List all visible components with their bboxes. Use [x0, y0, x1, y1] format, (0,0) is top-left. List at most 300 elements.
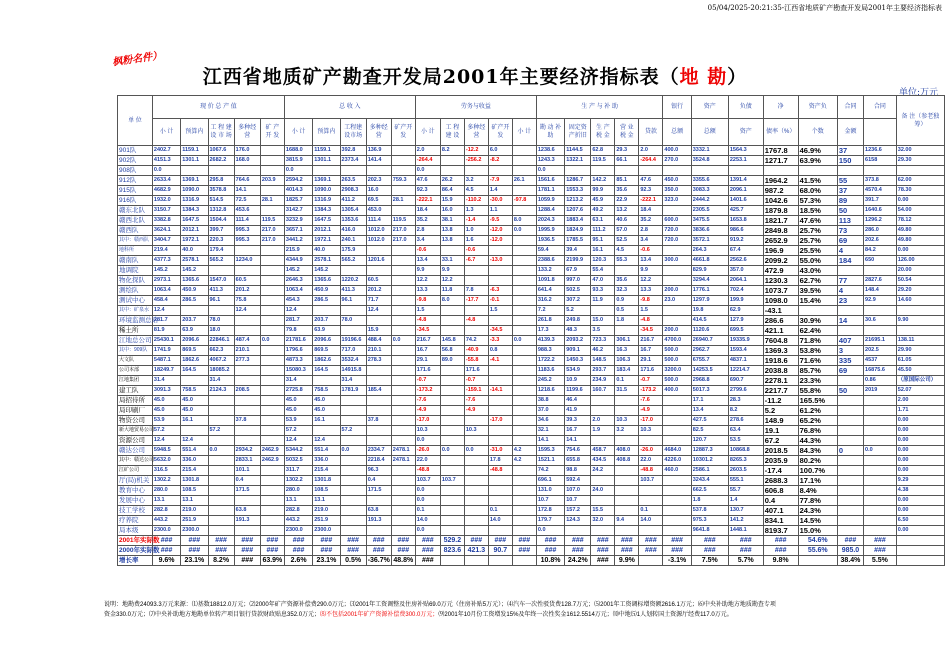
- row-label: 其中：909队: [118, 346, 153, 356]
- cell: 13.8: [440, 226, 464, 236]
- cell: 3332.1: [691, 146, 728, 156]
- cell: [366, 496, 391, 506]
- table-row: [118, 436, 945, 446]
- cell: 32.00: [896, 146, 944, 156]
- cell: -7.6: [415, 396, 440, 406]
- cell: 307.2: [565, 296, 591, 306]
- cell: [837, 396, 863, 406]
- cell: [837, 516, 863, 526]
- cell: 606.8: [763, 486, 798, 496]
- cell: 41.5%: [798, 176, 837, 186]
- cell: ###: [691, 536, 728, 546]
- table-row: [118, 386, 945, 396]
- cell: 2833.1: [234, 456, 260, 466]
- cell: [591, 166, 615, 176]
- cell: 1879.8: [763, 206, 798, 216]
- cell: [512, 516, 536, 526]
- page-title: [0, 62, 950, 89]
- cell: [864, 436, 897, 446]
- cell: [260, 516, 284, 526]
- cell: 551.4: [313, 446, 340, 456]
- cell: [512, 376, 536, 386]
- cell: 164.5: [313, 366, 340, 376]
- cell: 164.5: [181, 366, 208, 376]
- cell: 93.3: [591, 286, 615, 296]
- cell: [864, 466, 897, 476]
- cell: ###: [234, 556, 260, 566]
- cell: [260, 376, 284, 386]
- cell: 0.5: [615, 306, 639, 316]
- cell: 191.3: [366, 516, 391, 526]
- header-output-value: 现 价 总 产 值: [152, 96, 284, 119]
- cell: 1288.4: [536, 206, 564, 216]
- table-row: [118, 506, 945, 516]
- cell: 1647.5: [313, 216, 340, 226]
- cell: [864, 456, 897, 466]
- cell: 425.7: [728, 206, 763, 216]
- cell: [464, 466, 488, 476]
- cell: 16.0: [440, 206, 464, 216]
- table-row: [118, 206, 945, 216]
- cell: 57.2: [340, 426, 366, 436]
- cell: -222.1: [415, 196, 440, 206]
- cell: 9.4: [615, 516, 639, 526]
- cell: 1183.6: [536, 366, 564, 376]
- cell: 2633.4: [152, 176, 180, 186]
- cell: 0.0: [536, 526, 564, 536]
- cell: 14.60: [896, 296, 944, 306]
- subheader-0: 小 计: [152, 119, 180, 146]
- cell: 1305.4: [340, 206, 366, 216]
- cell: [340, 496, 366, 506]
- cell: [391, 326, 415, 336]
- cell: 458.4: [152, 296, 180, 306]
- cell: [440, 506, 464, 516]
- cell: [663, 436, 691, 446]
- cell: 421.3: [464, 546, 488, 556]
- cell: 136.9: [366, 146, 391, 156]
- cell: 57.3%: [798, 196, 837, 206]
- subheader-9: 矿产开发: [391, 119, 415, 146]
- cell: 311.7: [284, 466, 312, 476]
- cell: 25.7%: [798, 236, 837, 246]
- cell: [340, 456, 366, 466]
- cell: [208, 466, 234, 476]
- cell: -12.2: [464, 146, 488, 156]
- cell: 316.2: [536, 296, 564, 306]
- cell: 1391.4: [728, 176, 763, 186]
- cell: 16.7: [639, 346, 663, 356]
- cell: 30.6: [864, 316, 897, 326]
- cell: [391, 286, 415, 296]
- cell: [366, 436, 391, 446]
- table-row: [118, 426, 945, 436]
- subheader-26: [864, 119, 897, 146]
- cell: 5344.2: [284, 446, 312, 456]
- cell: 1353.6: [340, 216, 366, 226]
- cell: [366, 396, 391, 406]
- cell: 19.1: [763, 426, 798, 436]
- cell: 120.3: [591, 256, 615, 266]
- cell: -34.5: [488, 326, 512, 336]
- cell: 78.0: [340, 316, 366, 326]
- cell: [591, 396, 615, 406]
- cell: -9.5: [488, 216, 512, 226]
- cell: [512, 286, 536, 296]
- row-label: 902队: [118, 156, 153, 166]
- cell: -43.1: [763, 306, 798, 316]
- cell: [366, 426, 391, 436]
- cell: [391, 436, 415, 446]
- cell: 29.1: [415, 356, 440, 366]
- cell: -0.6: [639, 246, 663, 256]
- cell: 4682.9: [152, 186, 180, 196]
- cell: 280.0: [152, 486, 180, 496]
- cell: 1220.2: [340, 276, 366, 286]
- cell: [512, 296, 536, 306]
- cell: 399.7: [208, 226, 234, 236]
- cell: 90.7: [488, 546, 512, 556]
- cell: [512, 356, 536, 366]
- cell: 1564.3: [728, 146, 763, 156]
- cell: [615, 486, 639, 496]
- cell: 78.0: [208, 316, 234, 326]
- cell: [440, 316, 464, 326]
- cell: -31.0: [488, 446, 512, 456]
- cell: 18.5%: [798, 206, 837, 216]
- cell: 869.5: [313, 346, 340, 356]
- cell: 2.8: [639, 226, 663, 236]
- cell: [391, 156, 415, 166]
- subheader-16: 固定资 产折旧: [565, 119, 591, 146]
- row-label: 局本级: [118, 526, 153, 536]
- subheader-5: 小 计: [284, 119, 312, 146]
- cell: 46.4: [565, 396, 591, 406]
- cell: 16.0: [366, 186, 391, 196]
- row-label: 资源公司: [118, 436, 153, 446]
- cell: ###: [615, 536, 639, 546]
- cell: [864, 506, 897, 516]
- cell: 1230.3: [763, 276, 798, 286]
- cell: [366, 266, 391, 276]
- cell: 38.8: [536, 396, 564, 406]
- cell: 210.1: [234, 346, 260, 356]
- cell: [340, 326, 366, 336]
- cell: [391, 396, 415, 406]
- cell: 89.0: [440, 356, 464, 366]
- cell: 0.4: [763, 496, 798, 506]
- cell: ###: [536, 536, 564, 546]
- row-label: 江地集团: [118, 376, 153, 386]
- cell: 450.0: [663, 176, 691, 186]
- subheader-18: 营 业 税 金: [615, 119, 639, 146]
- indicator-table: [117, 95, 945, 566]
- cell: [208, 456, 234, 466]
- cell: 1547.0: [208, 276, 234, 286]
- cell: [864, 326, 897, 336]
- cell: 306.1: [615, 336, 639, 346]
- cell: 23.3%: [798, 376, 837, 386]
- cell: 411.3: [340, 286, 366, 296]
- cell: 281.7: [152, 316, 180, 326]
- cell: [565, 526, 591, 536]
- cell: 699.5: [728, 326, 763, 336]
- cell: 9.9: [639, 266, 663, 276]
- cell: 7.5%: [691, 556, 728, 566]
- cell: 45.0: [181, 396, 208, 406]
- cell: 293.7: [591, 366, 615, 376]
- cell: 26940.7: [691, 336, 728, 346]
- cell: 3355.6: [691, 176, 728, 186]
- cell: [234, 406, 260, 416]
- cell: 176.0: [234, 146, 260, 156]
- cell: [391, 186, 415, 196]
- cell: 696.1: [536, 476, 564, 486]
- cell: 565.2: [340, 256, 366, 266]
- cell: 57.0: [615, 226, 639, 236]
- cell: 216.7: [639, 336, 663, 346]
- cell: ###: [639, 536, 663, 546]
- cell: [260, 386, 284, 396]
- cell: 1781.1: [536, 186, 564, 196]
- cell: ###: [366, 536, 391, 546]
- cell: [663, 516, 691, 526]
- cell: 24.2%: [565, 556, 591, 566]
- cell: [391, 146, 415, 156]
- cell: [663, 246, 691, 256]
- cell: [440, 326, 464, 336]
- cell: 15.4%: [798, 296, 837, 306]
- cell: 7.2: [536, 306, 564, 316]
- cell: [391, 316, 415, 326]
- cell: 14.5%: [798, 516, 837, 526]
- cell: [340, 416, 366, 426]
- cell: [440, 496, 464, 506]
- cell: 11.8: [440, 286, 464, 296]
- cell: 62.7%: [798, 276, 837, 286]
- cell: 60.5: [366, 276, 391, 286]
- cell: 1012.0: [366, 226, 391, 236]
- cell: 48.8%: [391, 556, 415, 566]
- cell: 472.9: [763, 266, 798, 276]
- cell: -26.0: [415, 446, 440, 456]
- cell: 0.00: [896, 196, 944, 206]
- cell: [837, 376, 863, 386]
- cell: 1059.9: [536, 196, 564, 206]
- cell: 0.8: [488, 346, 512, 356]
- cell: ###: [313, 536, 340, 546]
- cell: 63.8: [234, 506, 260, 516]
- cell: [896, 326, 944, 336]
- subheader-25: 金额: [837, 119, 863, 146]
- cell: 148.5: [591, 356, 615, 366]
- cell: -4.9: [415, 406, 440, 416]
- cell: -3.1%: [663, 556, 691, 566]
- subheader-21: 总额: [691, 119, 728, 146]
- cell: 985.0: [837, 546, 863, 556]
- cell: 1781.9: [340, 386, 366, 396]
- cell: 22.0: [639, 456, 663, 466]
- cell: ###: [663, 536, 691, 546]
- table-row: [118, 336, 945, 346]
- cell: [260, 296, 284, 306]
- cell: 414.5: [691, 316, 728, 326]
- cell: 119.5: [591, 156, 615, 166]
- cell: 8.2%: [208, 556, 234, 566]
- cell: 39.3: [565, 416, 591, 426]
- cell: 200.0: [663, 326, 691, 336]
- row-label: 物资公司: [118, 416, 153, 426]
- cell: -48.8: [415, 466, 440, 476]
- cell: [615, 526, 639, 536]
- cell: 1741.9: [152, 346, 180, 356]
- cell: [440, 436, 464, 446]
- cell: [488, 266, 512, 276]
- cell: 8.4%: [798, 486, 837, 496]
- cell: [340, 306, 366, 316]
- cell: [440, 456, 464, 466]
- cell: [837, 416, 863, 426]
- cell: 44.3%: [798, 436, 837, 446]
- cell: [488, 316, 512, 326]
- cell: 1593.4: [728, 346, 763, 356]
- cell: 4700.0: [663, 336, 691, 346]
- cell: [313, 376, 340, 386]
- cell: 909.1: [565, 346, 591, 356]
- cell: 0.4: [234, 476, 260, 486]
- cell: 3.5: [591, 326, 615, 336]
- cell: 171.6: [464, 366, 488, 376]
- cell: 10301.2: [691, 456, 728, 466]
- cell: 62.9: [728, 306, 763, 316]
- table-row: [118, 276, 945, 286]
- cell: 19335.9: [728, 336, 763, 346]
- cell: 47.6%: [798, 216, 837, 226]
- cell: 2682.2: [208, 156, 234, 166]
- cell: 286.6: [763, 316, 798, 326]
- cell: [260, 306, 284, 316]
- cell: 35.6: [615, 276, 639, 286]
- cell: 2.00: [896, 396, 944, 406]
- cell: [512, 476, 536, 486]
- cell: 3083.3: [691, 186, 728, 196]
- cell: [391, 406, 415, 416]
- cell: 96.1: [340, 296, 366, 306]
- cell: 92.3: [639, 186, 663, 196]
- cell: 4537: [864, 356, 897, 366]
- table-row: [118, 526, 945, 536]
- cell: 443.2: [284, 516, 312, 526]
- cell: 0.0: [391, 336, 415, 346]
- cell: 63.8: [366, 506, 391, 516]
- cell: 0.5%: [340, 556, 366, 566]
- cell: 16.1: [181, 416, 208, 426]
- row-label: 其中：矿泉水: [118, 306, 153, 316]
- cell: 210.1: [366, 346, 391, 356]
- cell: 2096.1: [728, 186, 763, 196]
- cell: 717.0: [340, 346, 366, 356]
- cell: 28.3: [728, 396, 763, 406]
- cell: 145.8: [440, 336, 464, 346]
- cell: 37.8: [234, 416, 260, 426]
- cell: -4.8: [415, 316, 440, 326]
- cell: ###: [260, 546, 284, 556]
- cell: 145.2: [152, 266, 180, 276]
- cell: [591, 436, 615, 446]
- cell: -40.9: [464, 346, 488, 356]
- cell: 55.7: [728, 486, 763, 496]
- footnote-line-2: 资金330.0万元；⑺中央补助地方地勘单位转产项目银行贷款财政贴息352.0万元；⑻不包括2001年矿产资源补偿费300.0万元；⑼2001年10月份工资增发15%及年终一次性奖金1612.5514万元；⑽中地⑸1人划转国土资源厅经费117.0万元。: [104, 612, 733, 618]
- cell: -264.4: [415, 156, 440, 166]
- cell: 1.0: [464, 226, 488, 236]
- cell: ###: [591, 556, 615, 566]
- cell: 63.9: [181, 326, 208, 336]
- cell: 0.0: [415, 436, 440, 446]
- cell: 1218.6: [536, 386, 564, 396]
- cell: 13.4: [415, 256, 440, 266]
- cell: 2.6%: [284, 556, 312, 566]
- cell: [440, 466, 464, 476]
- cell: -7.6: [464, 396, 488, 406]
- cell: 17.8: [488, 456, 512, 466]
- cell: 96.1: [208, 296, 234, 306]
- cell: [864, 266, 897, 276]
- cell: 1369.3: [763, 346, 798, 356]
- cell: 14.1: [536, 436, 564, 446]
- cell: 1824.9: [565, 226, 591, 236]
- table-row: [118, 246, 945, 256]
- cell: [260, 286, 284, 296]
- cell: 3: [837, 346, 863, 356]
- cell: 106.3: [615, 356, 639, 366]
- row-label: 地调院: [118, 266, 153, 276]
- cell: 14.1: [565, 436, 591, 446]
- cell: 15.9: [440, 196, 464, 206]
- cell: 1647.5: [181, 216, 208, 226]
- cell: 23.0: [663, 296, 691, 306]
- row-label: 技工学校: [118, 506, 153, 516]
- cell: 32.3: [615, 286, 639, 296]
- cell: ###: [234, 536, 260, 546]
- cell: 988.3: [536, 346, 564, 356]
- cell: [837, 266, 863, 276]
- cell: 203.7: [313, 316, 340, 326]
- document-caption: 05/04/2025-20:21:35-江西省地质矿产勘查开发局2001年主要经济指标表: [707, 4, 942, 12]
- cell: [663, 166, 691, 176]
- table-row: [118, 516, 945, 526]
- cell: 22.0: [415, 456, 440, 466]
- row-label: 新大地贸易公司: [118, 426, 153, 436]
- stamp-mark: 枫粉名件）: [111, 50, 163, 69]
- cell: [234, 436, 260, 446]
- cell: 2124.3: [208, 386, 234, 396]
- cell: -4.8: [639, 316, 663, 326]
- cell: 20.00: [896, 266, 944, 276]
- cell: [391, 256, 415, 266]
- cell: 1091.8: [536, 276, 564, 286]
- cell: ###: [415, 556, 440, 566]
- cell: [181, 376, 208, 386]
- cell: 29.30: [896, 156, 944, 166]
- cell: 101.1: [234, 466, 260, 476]
- cell: [260, 486, 284, 496]
- cell: ###: [591, 536, 615, 546]
- cell: 16.3: [615, 346, 639, 356]
- cell: 5032.5: [284, 456, 312, 466]
- cell: 2064.1: [728, 276, 763, 286]
- cell: [615, 436, 639, 446]
- cell: 1090.0: [313, 186, 340, 196]
